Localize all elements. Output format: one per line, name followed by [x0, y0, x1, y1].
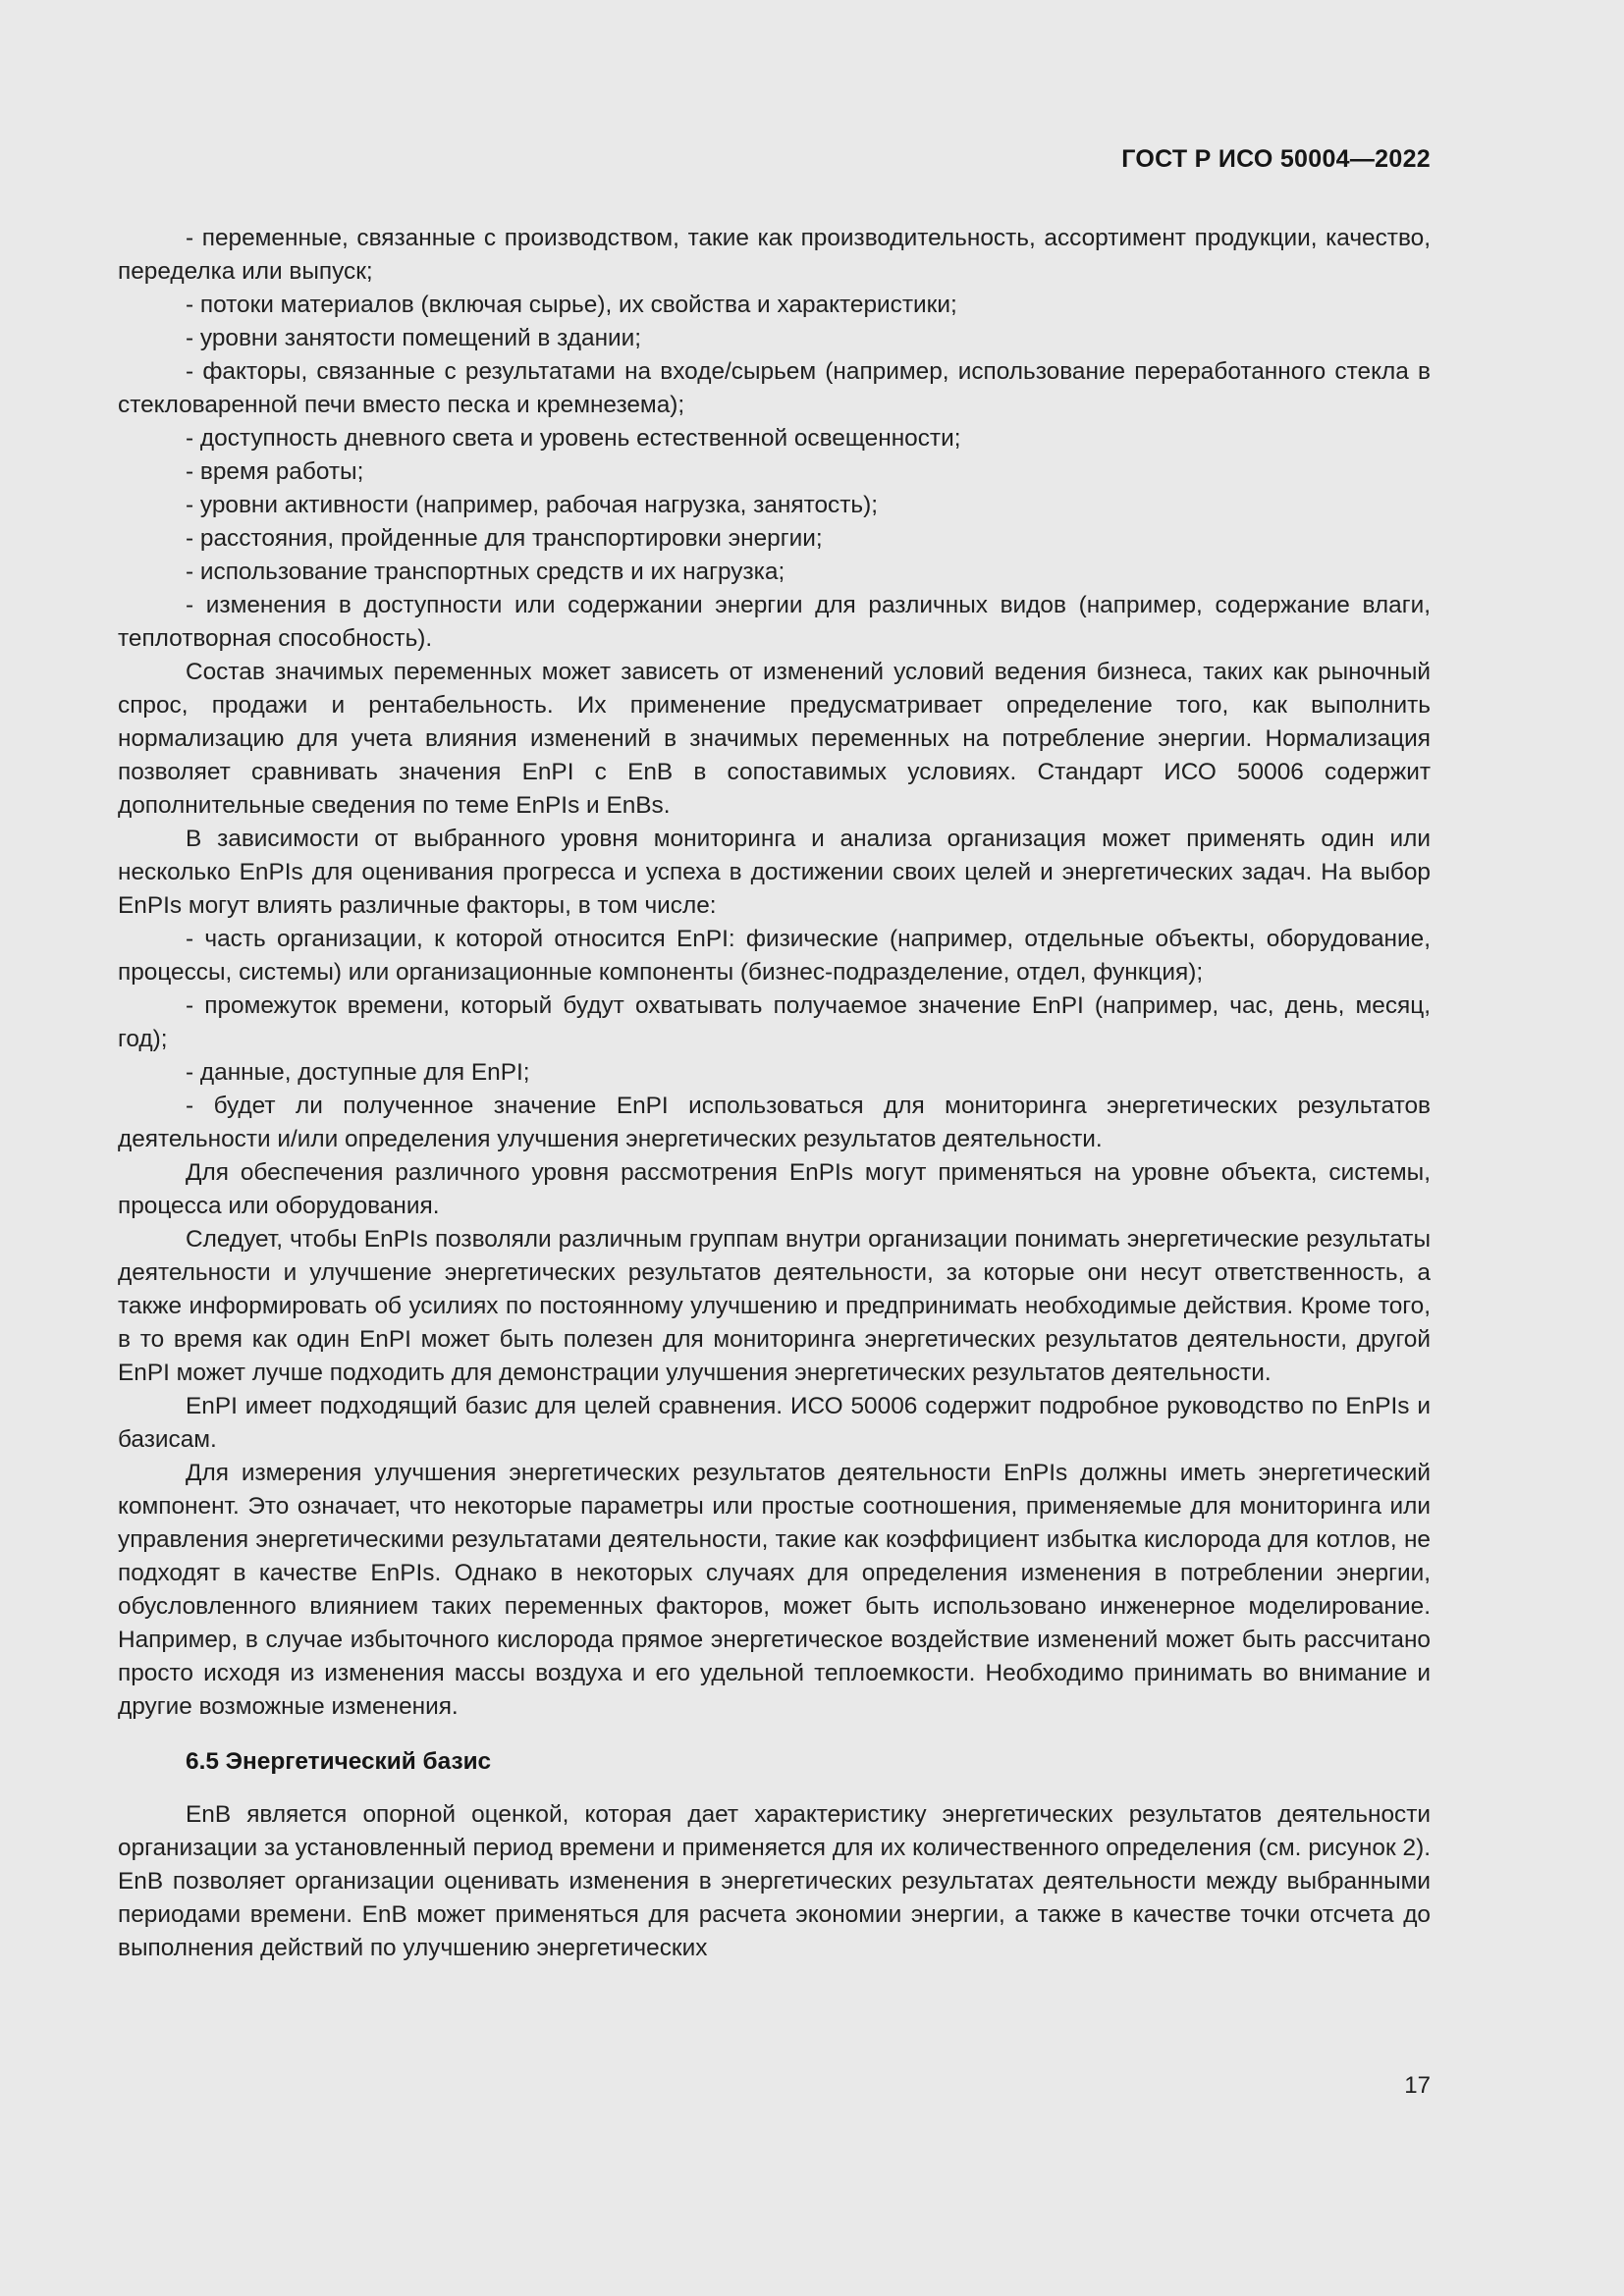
- paragraph: - часть организации, к которой относится EnPI: физические (например, отдельные объекты, оборудование, процессы, системы) или организационные компоненты (бизнес-подразделение, отдел, функция);: [118, 926, 1431, 986]
- paragraph: - уровни занятости помещений в здании;: [186, 325, 642, 351]
- paragraph: - изменения в доступности или содержании энергии для различных видов (например, содержание влаги, теплотворная способность).: [118, 592, 1431, 652]
- paragraph: - использование транспортных средств и их нагрузка;: [186, 559, 785, 585]
- paragraph: EnPI имеет подходящий базис для целей сравнения. ИСО 50006 содержит подробное руководство по EnPIs и базисам.: [118, 1393, 1431, 1453]
- paragraph: - расстояния, пройденные для транспортировки энергии;: [186, 525, 823, 552]
- paragraph: - уровни активности (например, рабочая нагрузка, занятость);: [186, 492, 879, 518]
- paragraph: - время работы;: [186, 458, 364, 485]
- paragraph: Состав значимых переменных может зависеть от изменений условий ведения бизнеса, таких как рыночный спрос, продажи и рентабельность. Их применение предусматривает определение того, как выполнить нормализацию для учета влияния изменений в значимых переменных на потребление энергии. Нормализация позволяет сравнивать значения EnPI с EnB в сопоставимых условиях. Стандарт ИСО 50006 содержит дополнительные сведения по теме EnPIs и EnBs.: [118, 659, 1431, 819]
- document-body: [118, 222, 1431, 1965]
- paragraph: - факторы, связанные с результатами на входе/сырьем (например, использование переработанного стекла в стекловаренной печи вместо песка и кремнезема);: [118, 358, 1431, 418]
- paragraph: EnB является опорной оценкой, которая дает характеристику энергетических результатов деятельности организации за установленный период времени и применяется для их количественного определения (см. рисунок 2). EnB позволяет организации оценивать изменения в энергетических результатах деятельности между выбранными периодами времени. EnB может применяться для расчета экономии энергии, а также в качестве точки отсчета до выполнения действий по улучшению энергетических: [118, 1801, 1431, 1961]
- paragraph: - данные, доступные для EnPI;: [186, 1059, 530, 1086]
- section-heading: 6.5 Энергетический базис: [186, 1748, 492, 1775]
- paragraph: - переменные, связанные с производством, такие как производительность, ассортимент продукции, качество, переделка или выпуск;: [118, 225, 1431, 285]
- paragraph: - промежуток времени, который будут охватывать получаемое значение EnPI (например, час, день, месяц, год);: [118, 992, 1431, 1052]
- paragraph: Следует, чтобы EnPIs позволяли различным группам внутри организации понимать энергетические результаты деятельности и улучшение энергетических результатов деятельности, за которые они несут ответственность, а также информировать об усилиях по постоянному улучшению и предпринимать необходимые действия. Кроме того, в то время как один EnPI может быть полезен для мониторинга энергетических результатов деятельности, другой EnPI может лучше подходить для демонстрации улучшения энергетических результатов деятельности.: [118, 1226, 1431, 1386]
- page-header-standard-id: ГОСТ Р ИСО 50004—2022: [1121, 145, 1431, 173]
- paragraph: Для измерения улучшения энергетических результатов деятельности EnPIs должны иметь энергетический компонент. Это означает, что некоторые параметры или простые соотношения, применяемые для мониторинга или управления энергетическими результатами деятельности, такие как коэффициент избытка кислорода для котлов, не подходят в качестве EnPIs. Однако в некоторых случаях для определения изменения в потреблении энергии, обусловленного влиянием таких переменных факторов, может быть использовано инженерное моделирование. Например, в случае избыточного кислорода прямое энергетическое воздействие изменений может быть рассчитано просто исходя из изменения массы воздуха и его удельной теплоемкости. Необходимо принимать во внимание и другие возможные изменения.: [118, 1460, 1431, 1720]
- page-number: 17: [1404, 2072, 1431, 2099]
- paragraph: - будет ли полученное значение EnPI использоваться для мониторинга энергетических результатов деятельности и/или определения улучшения энергетических результатов деятельности.: [118, 1093, 1431, 1152]
- paragraph: - доступность дневного света и уровень естественной освещенности;: [186, 425, 961, 452]
- paragraph: В зависимости от выбранного уровня мониторинга и анализа организация может применять один или несколько EnPIs для оценивания прогресса и успеха в достижении своих целей и энергетических задач. На выбор EnPIs могут влиять различные факторы, в том числе:: [118, 826, 1431, 919]
- paragraph: Для обеспечения различного уровня рассмотрения EnPIs могут применяться на уровне объекта, системы, процесса или оборудования.: [118, 1159, 1431, 1219]
- paragraph: - потоки материалов (включая сырье), их свойства и характеристики;: [186, 292, 957, 318]
